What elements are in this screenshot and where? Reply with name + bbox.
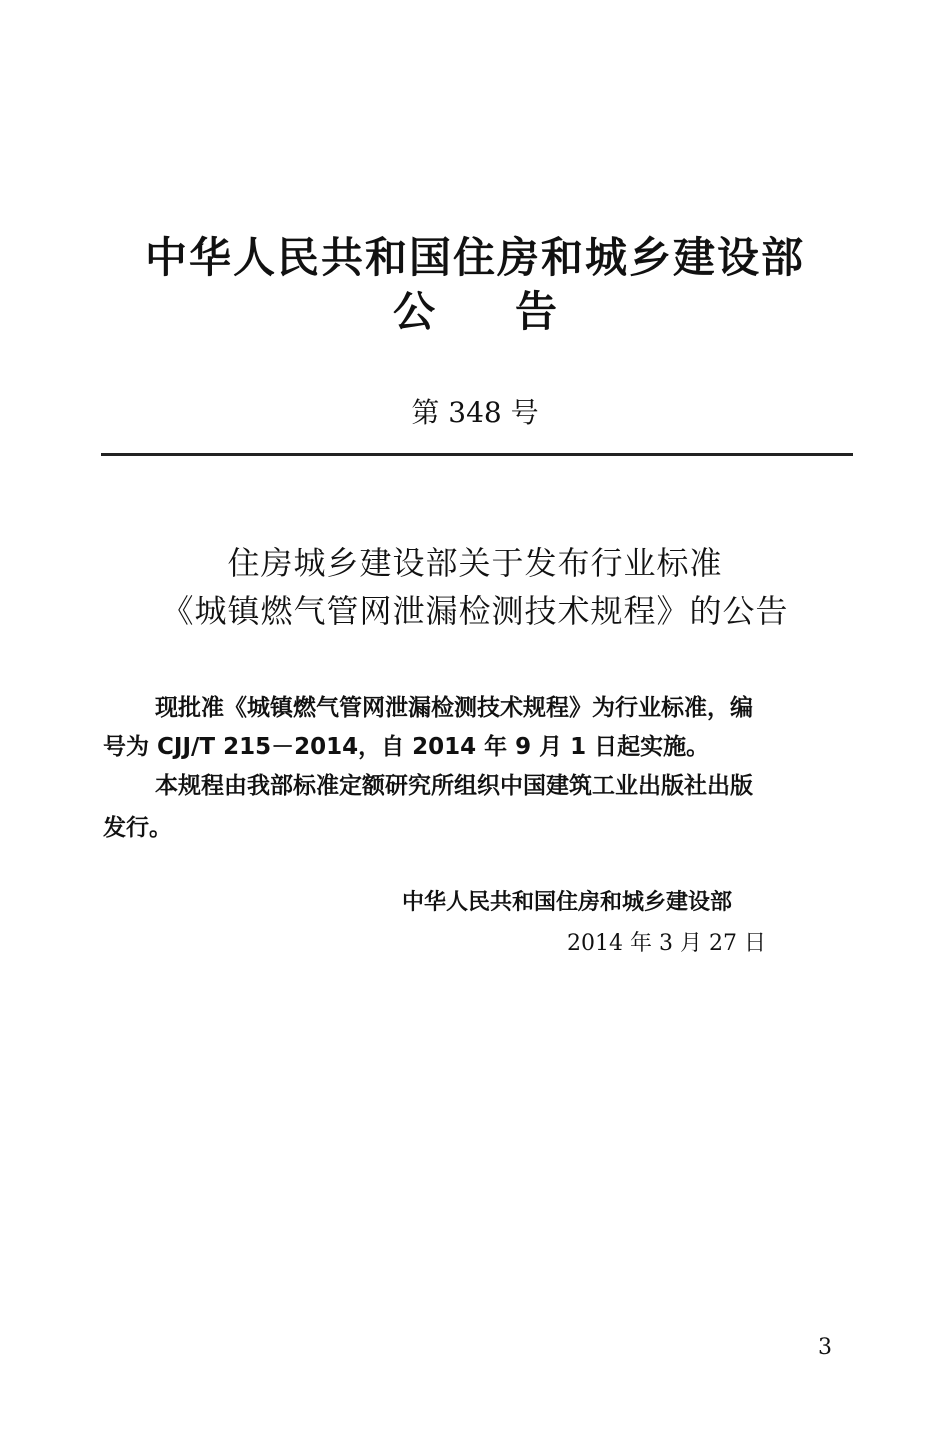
body-paragraph1-line1: 现批准《城镇燃气管网泄漏检测技术规程》为行业标准，编	[155, 695, 753, 721]
header-divider	[101, 453, 853, 456]
notice-char-1: 公	[392, 287, 435, 336]
announcement-headline-line1: 住房城乡建设部关于发布行业标准	[227, 544, 723, 582]
notice-number: 第 348 号	[411, 396, 539, 429]
signature-organization: 中华人民共和国住房和城乡建设部	[402, 890, 733, 915]
body-paragraph1-line2: 号为 CJJ/T 215－2014，自 2014 年 9 月 1 日起实施。	[103, 734, 710, 760]
announcement-headline-line2: 《城镇燃气管网泄漏检测技术规程》的公告	[161, 592, 789, 630]
notice-char-2: 告	[515, 287, 558, 336]
ministry-title: 中华人民共和国住房和城乡建设部	[144, 233, 805, 282]
body-paragraph2-line2: 发行。	[103, 815, 172, 841]
signature-date: 2014 年 3 月 27 日	[567, 931, 766, 956]
body-paragraph2-line1: 本规程由我部标准定额研究所组织中国建筑工业出版社出版	[155, 773, 753, 799]
notice-label	[0, 286, 950, 338]
page-number: 3	[818, 1335, 832, 1360]
